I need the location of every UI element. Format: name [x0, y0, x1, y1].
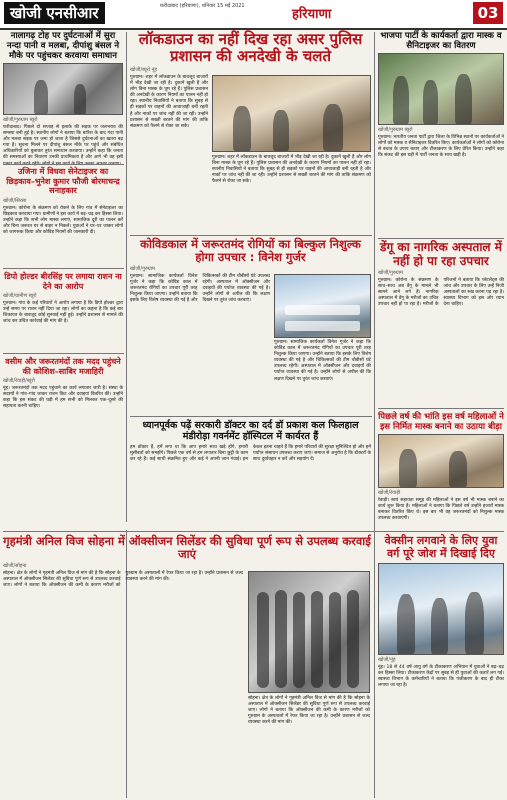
- byline: खोजी/सिरसा: [3, 197, 27, 204]
- figure-shape: [323, 104, 343, 151]
- figure-shape: [423, 80, 438, 124]
- figure-shape: [465, 592, 484, 654]
- story-covid-treatment: [130, 238, 371, 413]
- byline: खोजी/ग्रामीण ब्यूरो: [3, 293, 37, 299]
- story-divider: [3, 164, 124, 165]
- figure-shape: [393, 76, 409, 124]
- story-divider: [130, 235, 372, 236]
- byline: खोजी/गुरुग्राम ब्यूरो: [3, 117, 38, 123]
- cylinder-shape: [275, 590, 287, 688]
- story-doctor: [130, 420, 371, 528]
- bed-shape: [285, 321, 360, 331]
- byline: खोजी/गुरुग्राम: [130, 266, 155, 272]
- story-vaccine: [378, 535, 504, 797]
- story-body: गुरुग्राम। गांव के कई परिवारों ने आरोप लगाया है कि डिपो होल्डर द्वारा उन्हें समय पर राशन नहीं दिया जा रहा। लोगों का कहना है कि कई बार शिकायत के बावजूद कोई सुनवाई नहीं हुई। उन्होंने प्रशासन से मामले की जांच कर उचित कार्रवाई की मांग की है।: [3, 301, 123, 325]
- figure-shape: [34, 80, 48, 114]
- headline: गृहमंत्री अनिल विज सोहना में ऑक्सीजन सिलेंडर की सुविधा पूर्ण रूप से उपलब्ध करवाई जाएं: [3, 534, 371, 561]
- story-divider: [130, 416, 372, 417]
- byline: खोजी/गुरुग्राम ब्यूरो: [378, 127, 413, 133]
- story-body-continued: गुरुग्राम। सामाजिक कार्यकर्ता विनेश गुर्जर ने कहा कि कोविड काल में जरूरतमंद रोगियों का उपचार पूरी तरह निशुल्क किया जाएगा। उन्होंने बताया कि इसके लिए विशेष व्यवस्था की गई है और चिकित्सकों की टीम चौबीसों घंटे उपलब्ध रहेगी। अस्पताल में ऑक्सीजन और दवाइयों की पर्याप्त व्यवस्था की गई है। उन्होंने लोगों से अपील की कि लक्षण दिखने पर तुरंत जांच करवाएं।: [274, 340, 371, 382]
- vaccine-photo: [378, 563, 504, 655]
- section-title: हरियाणा: [292, 7, 332, 22]
- story-body: हम डॉक्टर हैं, हमें लगा था कि आप हमारे साथ खड़े होंगे, हमारी मुसीबतों को समझेंगे। पिछले एक वर्ष से हम लगातार बिना छुट्टी के काम कर रहे हैं। कई साथी संक्रमित हुए और कई ने अपनी जान गंवाई। हम केवल इतना चाहते हैं कि हमारे परिवारों की सुरक्षा सुनिश्चित हो और हमें पर्याप्त संसाधन उपलब्ध कराए जाएं। समाज से अनुरोध है कि डॉक्टरों के साथ दुर्व्यवहार न करें और सहयोग दें।: [130, 445, 371, 463]
- headline: ध्यानपूर्वक पढ़ें सरकारी डॉक्टर का दर्द डॉ प्रकाश कल फिलहाल मंडीरोड़ा गवर्नमेंट हॉस्पिटल में कार्यरत हैं: [142, 420, 359, 442]
- headline: डिपो होल्डर बीरसिंह पर लगाया राशन ना देने का आरोप: [4, 272, 122, 291]
- headline: कोविडकाल में जरूरतमंद रोगियों का बिल्कुल निशुल्क होगा उपचार : विनेश गुर्जर: [140, 237, 361, 264]
- story-body: नूंह। जरूरतमंदों तक मदद पहुंचाने का कार्य लगातार जारी है। संस्था के सदस्यों ने गांव–गांव जाकर राशन किट और दवाइयां वितरित कीं। उन्होंने कहा कि इस संकट की घड़ी में हम सभी को मिलकर एक–दूसरे की सहायता करनी चाहिए।: [3, 386, 123, 410]
- story-body: रेवाड़ी। स्वयं सहायता समूह की महिलाओं ने इस वर्ष भी मास्क बनाने का कार्य शुरू किया है। महिलाओं ने बताया कि पिछले वर्ष उन्होंने हजारों मास्क बनाकर वितरित किए थे। इस बार भी वह जरूरतमंदों को निशुल्क मास्क उपलब्ध करवाएंगी।: [378, 498, 504, 522]
- story-oxygen: [3, 535, 371, 797]
- headline: डेंगू का नागरिक अस्पताल में नहीं हो पा रहा उपचार: [380, 240, 502, 268]
- figure-shape: [273, 110, 289, 151]
- cylinder-shape: [257, 592, 269, 688]
- story-body: गुरुग्राम। भारतीय जनता पार्टी द्वारा जिला के विभिन्न स्थानों पर कार्यकर्ताओं ने लोगों को मास्क व सैनिटाइजर वितरित किए। कार्यकर्ताओं ने लोगों को कोरोना से बचाव के उपाय बताए और टीकाकरण के लिए प्रेरित किया। उन्होंने कहा कि संकट की इस घड़ी में पार्टी जनता के साथ खड़ी है।: [378, 135, 504, 159]
- story-body: फरीदाबाद। पिछले दो सप्ताह से इलाके की सड़क पर जलभराव की समस्या बनी हुई है। स्थानीय लोगों ने बताया कि बारिश के बाद गंदा पानी और मलबा सड़क पर जमा हो जाता है जिससे दुर्घटनाओं का खतरा बढ़ गया है। सूचना मिलने पर दीपांशु बंसल मौके पर पहुंचे और संबंधित अधिकारियों को बुलाकर तुरंत समाधान करवाया। उन्होंने कहा कि जनता की समस्याओं का निवारण उनकी प्राथमिकता है और आगे भी वह इसी: [3, 125, 123, 161]
- headline: वेक्सीन लगवाने के लिए युवा वर्ग पूरे जोश में दिखाई दिए: [384, 534, 498, 560]
- story-body-continued: सोहना। क्षेत्र के लोगों ने गृहमंत्री अनिल विज से मांग की है कि सोहना के अस्पताल में ऑक्सीजन सिलेंडर की सुविधा पूर्ण रूप से उपलब्ध करवाई जाए। लोगों ने बताया कि ऑक्सीजन की कमी के कारण मरीजों को गुरुग्राम के अस्पतालों में रेफर किया जा रहा है। उन्होंने प्रशासन से जल्द व्यवस्था करने की मांग की।: [248, 696, 370, 726]
- story-body: सोहना। क्षेत्र के लोगों ने गृहमंत्री अनिल विज से मांग की है कि सोहना के अस्पताल में ऑक्सीजन सिलेंडर की सुविधा पूर्ण रूप से उपलब्ध करवाई जाए। लोगों ने बताया कि ऑक्सीजन की कमी के कारण मरीजों को गुरुग्राम के अस्पतालों में रेफर किया जा रहा है। उन्होंने प्रशासन से जल्द व्यवस्था करने की मांग की।: [3, 571, 243, 589]
- distribution-photo: [378, 53, 504, 125]
- story-divider: [3, 531, 504, 532]
- headline: नालागढ़ टोह पर दुर्घटनाओं में सुरा नन्दा पानी व मलबा, दीपांशु बंसल ने मौके पर पहुंचकर करवाया समाधान: [6, 31, 120, 61]
- byline: खोजी/नूंह: [378, 657, 396, 663]
- hospital-photo: [274, 274, 371, 338]
- story-help: [3, 357, 123, 522]
- figure-shape: [397, 594, 415, 654]
- byline: खोजी/रेवाड़ी: [378, 490, 401, 496]
- figure-shape: [449, 451, 467, 487]
- story-sanitizer: [3, 167, 123, 265]
- oxygen-cylinders-photo: [248, 571, 370, 693]
- lead-photo: [212, 75, 371, 152]
- lead-headline: लॉकडाउन का नहीं दिख रहा असर पुलिस प्रशासन की अनदेखी के चलते: [138, 30, 363, 65]
- byline: खोजी/रेवाड़ी/ब्यूरो: [3, 378, 35, 384]
- bed-shape: [285, 305, 360, 315]
- headline: वसीम और जरूरतमंदों तक मदद पहुंचने की कोशिश–साबिर मजाहिरी: [5, 357, 121, 376]
- cylinder-shape: [329, 592, 341, 688]
- cylinder-shape: [293, 592, 305, 688]
- figure-shape: [74, 84, 86, 114]
- story-photo: [3, 63, 123, 115]
- story-nalagarh: [3, 31, 123, 161]
- story-body: गुरुग्राम। कोरोना के संक्रमण को रोकने के लिए गांव में सेनेटाइजर का छिड़काव करवाया गया। ग्रामीणों ने इस कार्य में बढ़–चढ़ कर हिस्सा लिया। उन्होंने कहा कि सभी लोग मास्क लगाएं, सामाजिक दूरी का पालन करें और बिना जरूरत घर से बाहर न निकलें। युवाओं ने घर–घर जाकर लोगों को जागरूक किया और कोविड नियमों की जानकारी दी।: [3, 205, 123, 235]
- headline: भाजपा पार्टी के कार्यकर्ता द्वारा मास्क व सैनिटाइजर का वितरण: [380, 31, 502, 51]
- story-body-continued: गुरुग्राम। शहर में लॉकडाउन के बावजूद बाजारों में भीड़ देखी जा रही है। दुकानें खुली हैं और लोग बिना मास्क के घूम रहे हैं। पुलिस प्रशासन की अनदेखी के कारण नियमों का पालन नहीं हो रहा। स्थानीय निवासियों ने बताया कि सुबह से ही सड़कों पर वाहनों की आवाजाही बनी रहती है और नाकों पर जांच नहीं की जा रही। उन्होंने प्रशासन से सख्ती बरतने की मांग की ताकि संक्रमण को फैलने से रोका जा सके।: [212, 155, 371, 185]
- byline: खोजी/गुरुग्राम: [378, 270, 403, 276]
- figure-shape: [233, 106, 251, 151]
- cylinder-shape: [311, 591, 323, 688]
- byline: खोजी/ब्यूरो नूंह: [130, 67, 158, 73]
- story-body: गुरुग्राम। कोरोना के संक्रमण के साथ–साथ अब डेंगू के मामले भी सामने आने लगे हैं। नागरिक अस्पताल में डेंगू के मरीजों का उचित उपचार नहीं हो पा रहा है। मरीजों के परिजनों ने बताया कि प्लेटलेट्स की जांच और उपचार के लिए उन्हें निजी अस्पतालों का रुख करना पड़ रहा है। स्वास्थ्य विभाग को इस ओर ध्यान देना चाहिए।: [378, 278, 504, 308]
- masthead: [0, 0, 507, 30]
- edition-info: फ़रीदाबाद (हरियाणा), शनिवार 15 मई 2021: [160, 3, 245, 9]
- page-number: 03: [473, 2, 503, 24]
- figure-shape: [455, 74, 472, 124]
- figure-shape: [399, 449, 417, 487]
- story-women-masks: [378, 412, 504, 542]
- story-body: नूंह। 18 से 44 वर्ष आयु वर्ग के टीकाकरण अभियान में युवाओं ने बढ़–चढ़ कर हिस्सा लिया। टीकाकरण केंद्रों पर सुबह से ही युवाओं की कतारें लग गईं। स्वास्थ्य विभाग के कर्मचारियों ने बताया कि पंजीकरण के बाद ही टीका लगाया जा रहा है।: [378, 665, 504, 689]
- column-divider: [126, 32, 127, 522]
- headline: पिछले वर्ष की भांति इस वर्ष महिलाओं ने इस निर्मित मास्क बनाने का उठाया बीड़ा: [378, 412, 504, 432]
- byline: खोजी/सोहना: [3, 563, 27, 569]
- story-bjp-masks: [378, 31, 504, 236]
- story-divider: [378, 238, 504, 239]
- story-divider: [3, 353, 124, 354]
- story-divider: [3, 268, 124, 269]
- figure-shape: [431, 598, 448, 654]
- newspaper-name: खोजी एनसीआर: [4, 2, 105, 24]
- cylinder-shape: [347, 590, 359, 688]
- lead-story: [130, 31, 371, 231]
- headline: उजिना में विधवा सेनेटाइजर का छिड़काव–भुनेश कुमार फौजी बोरमाचन्द्र सनाहकार: [6, 167, 120, 195]
- column-divider: [374, 32, 375, 798]
- story-body: गुरुग्राम। शहर में लॉकडाउन के बावजूद बाजारों में भीड़ देखी जा रही है। दुकानें खुली हैं और लोग बिना मास्क के घूम रहे हैं। पुलिस प्रशासन की अनदेखी के कारण नियमों का पालन नहीं हो रहा। स्थानीय निवासियों ने बताया कि सुबह से ही सड़कों पर वाहनों की आवाजाही बनी रहती है और नाकों पर जांच नहीं की जा रही। उन्होंने प्रशासन से सख्ती बरतने की मांग की ताकि संक्रमण को फैलने से रोका जा सके।: [130, 75, 208, 129]
- women-photo: [378, 434, 504, 488]
- story-ration: [3, 272, 123, 350]
- story-body: गुरुग्राम। सामाजिक कार्यकर्ता विनेश गुर्जर ने कहा कि कोविड काल में जरूरतमंद रोगियों का उपचार पूरी तरह निशुल्क किया जाएगा। उन्होंने बताया कि इसके लिए विशेष व्यवस्था की गई है और चिकित्सकों की टीम चौबीसों घंटे उपलब्ध रहेगी। अस्पताल में ऑक्सीजन और दवाइयों की पर्याप्त व्यवस्था की गई है। उन्होंने लोगों से अपील की कि लक्षण दिखने पर तुरंत जांच करवाएं।: [130, 274, 270, 304]
- story-divider: [378, 408, 504, 409]
